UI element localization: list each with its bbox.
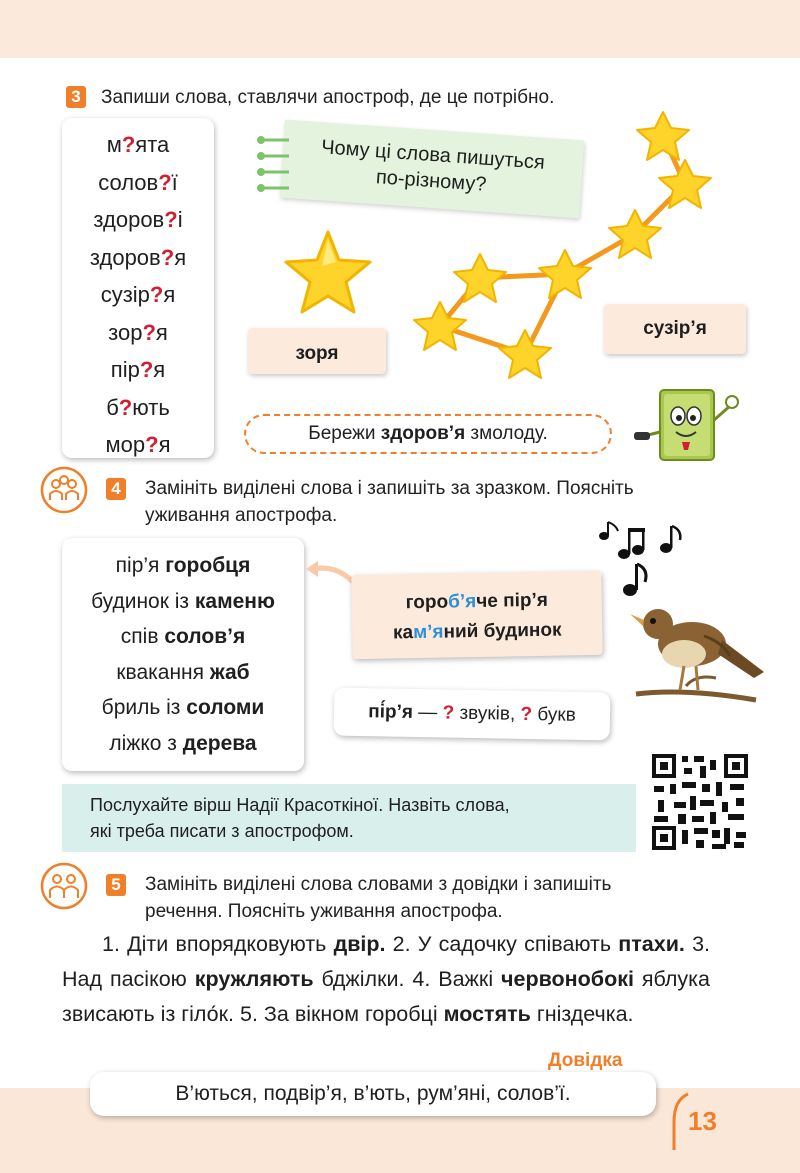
listen-task-box bbox=[62, 784, 636, 852]
word-item: м?ята bbox=[106, 132, 170, 157]
proverb-text-start: Бережи bbox=[308, 423, 381, 444]
page-number: 13 bbox=[688, 1106, 717, 1136]
task-5-instruction-line2: речення. Поясніть уживання апострофа. bbox=[145, 901, 503, 922]
pair-work-icon bbox=[40, 466, 88, 514]
task-4-instruction-line2: уживання апострофа. bbox=[145, 505, 338, 526]
task-5-paragraph: 1. Діти впорядковують двір. 2. У садочку співають птахи. 3. Над пасікою кружляють бджілки. 4. Важкі червонобокі яблука звисають із гіло́к. 5. За вікном горобці мостять гніздечка. bbox=[62, 932, 711, 1026]
task-4-number: 4 bbox=[106, 478, 126, 500]
qr-code-icon[interactable] bbox=[650, 752, 750, 852]
word-item: зор?я bbox=[108, 319, 168, 345]
sample-line2: кам’яний будинок bbox=[392, 619, 562, 644]
reference-text: В’ються, подвір’я, в’ють, рум’яні, солов’ї. bbox=[175, 1082, 571, 1105]
word-item: б?ють bbox=[106, 394, 170, 420]
question-note-line1: Чому ці слова пишуться bbox=[320, 136, 546, 174]
phrase-item: квакання жаб bbox=[116, 660, 250, 684]
phrases-card bbox=[62, 538, 304, 771]
book-mascot-icon bbox=[618, 380, 748, 466]
proverb-text-end: змолоду. bbox=[465, 423, 548, 444]
sound-count-card: пі́р’я — ? звуків, ? букв bbox=[334, 688, 611, 741]
task-3-number: 3 bbox=[66, 86, 86, 108]
sample-card bbox=[351, 571, 602, 659]
proverb-bold-word: здоров’я bbox=[380, 423, 466, 444]
phrase-item: пір’я горобця bbox=[115, 554, 251, 577]
phrase-item: спів солов’я bbox=[120, 625, 246, 648]
proverb-note bbox=[244, 414, 612, 454]
word-list-card bbox=[62, 118, 214, 458]
sample-line1: гороб’яче пір’я bbox=[405, 589, 549, 614]
task-4-instruction-line1: Замініть виділені слова і запишіть за зразком. Поясніть bbox=[145, 478, 634, 499]
sound-word: пі́р’я bbox=[368, 701, 414, 723]
word-item: солов?ї bbox=[98, 169, 178, 195]
word-item: мор?я bbox=[105, 432, 171, 457]
question-note-line2: по-різному? bbox=[375, 166, 488, 196]
reference-title: Довідка bbox=[548, 1050, 623, 1071]
phrase-item: бриль із соломи bbox=[101, 696, 265, 719]
listen-line2: які треба писати з апострофом. bbox=[90, 821, 354, 841]
pair-work-icon bbox=[40, 862, 88, 910]
phrase-item: ліжко з дерева bbox=[109, 731, 257, 755]
label-suzirya: сузір’я bbox=[604, 304, 746, 354]
word-item: здоров?і bbox=[93, 207, 183, 232]
star-icon bbox=[282, 226, 374, 318]
nightingale-bird-icon bbox=[626, 596, 768, 720]
word-item: сузір?я bbox=[100, 282, 176, 307]
listen-line1: Послухайте вірш Надії Красоткіної. Назвіть слова, bbox=[90, 795, 510, 815]
label-zorya: зоря bbox=[248, 328, 386, 374]
music-notes-icon bbox=[590, 516, 700, 606]
reference-box bbox=[90, 1072, 656, 1116]
phrase-item: будинок із каменю bbox=[91, 589, 275, 613]
task-5-instruction-line1: Замініть виділені слова словами з довідки і запишіть bbox=[145, 874, 612, 895]
word-item: пір?я bbox=[110, 357, 166, 382]
note-binder-icon bbox=[255, 132, 295, 198]
word-item: здоров?я bbox=[89, 244, 187, 270]
task-3-instruction: Запиши слова, ставлячи апостроф, де це потрібно. bbox=[101, 87, 555, 108]
task-5-number: 5 bbox=[106, 874, 126, 896]
top-band bbox=[0, 0, 800, 58]
